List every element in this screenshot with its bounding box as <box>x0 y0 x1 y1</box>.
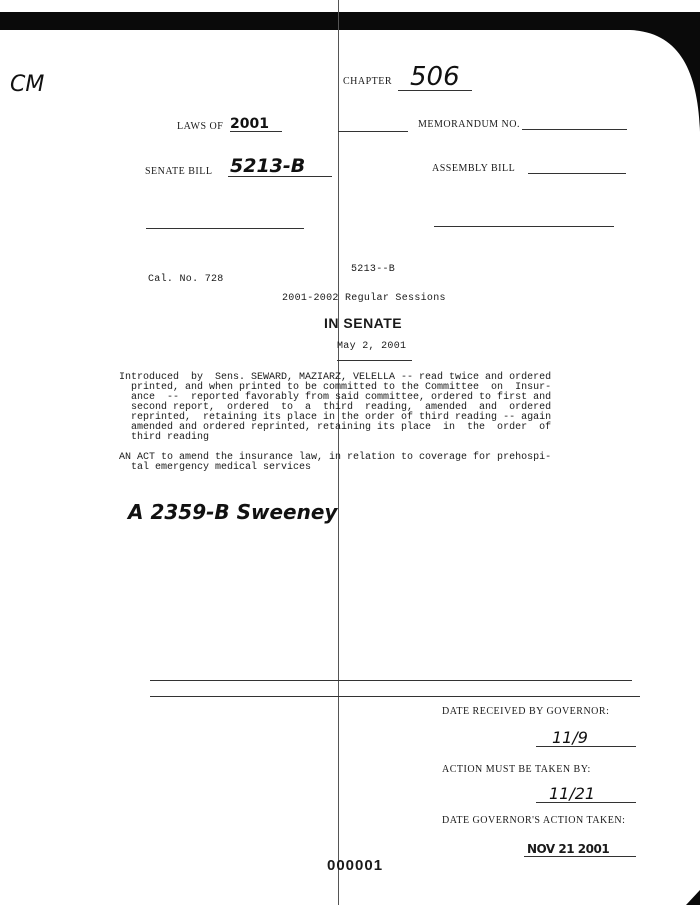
chapter-number: 506 <box>410 62 460 92</box>
chapter-label: CHAPTER <box>343 76 393 87</box>
introduced-line: second report, ordered to a third reading, amended and ordered <box>119 402 552 413</box>
blank-line-right <box>434 226 614 227</box>
action-taken-label: DATE GOVERNOR'S ACTION TAKEN: <box>442 815 626 826</box>
received-value: 11/9 <box>552 728 588 747</box>
scan-top-bar <box>0 12 660 30</box>
introduced-line: Introduced by Sens. SEWARD, MAZIARZ, VELELLA -- read twice and ordered <box>119 372 552 383</box>
scan-corner-shadow <box>630 12 700 132</box>
introduced-date: May 2, 2001 <box>337 341 407 352</box>
act-line: tal emergency medical services <box>119 462 312 473</box>
assembly-bill-label: ASSEMBLY BILL <box>432 163 516 174</box>
handwritten-initials: CM <box>10 72 45 97</box>
senate-bill-label: SENATE BILL <box>145 166 213 177</box>
date-underline <box>337 360 412 361</box>
action-by-line <box>536 802 636 803</box>
assembly-bill-line <box>528 173 626 174</box>
laws-of-extension-line <box>338 131 408 132</box>
act-line: AN ACT to amend the insurance law, in relation to coverage for prehospi- <box>119 452 552 463</box>
memorandum-label: MEMORANDUM NO. <box>418 119 521 130</box>
senate-bill-underline <box>228 176 332 177</box>
laws-of-year: 2001 <box>230 116 269 132</box>
introduced-paragraph <box>119 373 551 443</box>
introduced-line: amended and ordered reprinted, retaining its place in the order of <box>119 422 552 433</box>
action-taken-stamp: NOV 21 2001 <box>527 842 610 856</box>
memorandum-line <box>522 129 627 130</box>
laws-of-underline <box>230 131 282 132</box>
sessions: 2001-2002 Regular Sessions <box>282 293 446 304</box>
laws-of-label: LAWS OF <box>177 121 224 132</box>
separator-line-1 <box>150 680 632 681</box>
action-by-value: 11/21 <box>549 784 596 803</box>
separator-line-2 <box>150 696 640 697</box>
received-label: DATE RECEIVED BY GOVERNOR: <box>442 706 610 717</box>
introduced-line: printed, and when printed to be committed to the Committee on Insur- <box>119 382 552 393</box>
scan-corner-mark <box>686 890 700 905</box>
introduced-line: reprinted, retaining its place in the order of third reading -- again <box>119 412 552 423</box>
calendar-number: Cal. No. 728 <box>148 274 224 285</box>
action-taken-line <box>524 856 636 857</box>
introduced-line: ance -- reported favorably from said committee, ordered to first and <box>119 392 552 403</box>
bill-number: 5213--B <box>351 264 396 275</box>
chapter-underline <box>398 90 472 91</box>
received-line <box>536 746 636 747</box>
blank-line-left <box>146 228 304 229</box>
companion-bill-note: A 2359-B Sweeney <box>128 500 338 524</box>
house-heading: IN SENATE <box>324 315 403 331</box>
action-by-label: ACTION MUST BE TAKEN BY: <box>442 764 591 775</box>
page-number: 000001 <box>327 857 384 874</box>
introduced-line: third reading <box>119 432 210 443</box>
senate-bill-number: 5213-B <box>230 155 306 177</box>
act-paragraph <box>119 453 551 473</box>
